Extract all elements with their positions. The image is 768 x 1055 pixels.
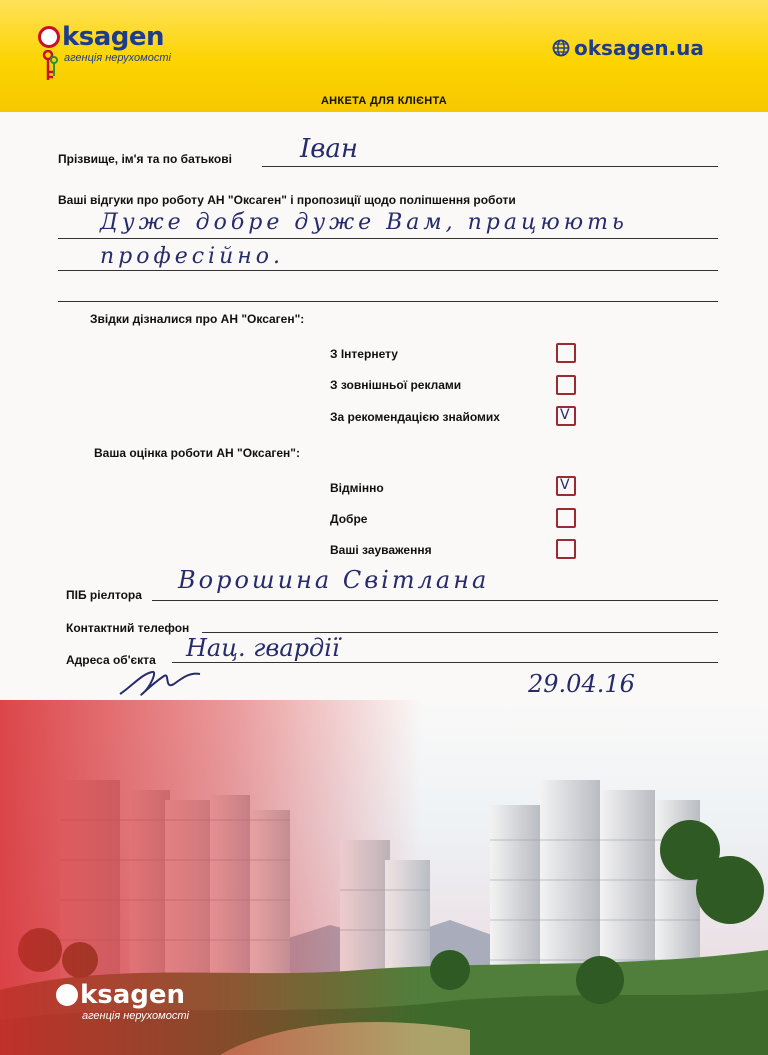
source-option-ads-label: З зовнішньої реклами: [330, 378, 462, 392]
address-line: [172, 662, 718, 663]
address-label: Адреса об'єкта: [66, 653, 156, 667]
footer-logo-subtitle: агенція нерухомості: [82, 1010, 189, 1022]
globe-icon: [552, 39, 570, 57]
address-value[interactable]: Нац. гвардії: [186, 634, 340, 662]
realtor-value[interactable]: Ворошина Світлана: [178, 566, 490, 594]
feedback-line-1: [58, 238, 718, 239]
date-value[interactable]: 29.04.16: [528, 670, 635, 698]
signature-scribble: [112, 664, 212, 704]
full-name-label: Прізвище, ім'я та по батькові: [58, 152, 232, 166]
key-icon: [42, 50, 58, 82]
phone-label: Контактний телефон: [66, 621, 190, 635]
source-label: Звідки дізналися про АН "Оксаген":: [90, 312, 305, 326]
rating-excellent-checkbox[interactable]: [556, 476, 576, 496]
source-option-internet-label: З Інтернету: [330, 347, 398, 361]
phone-line: [202, 632, 718, 633]
logo-title: ksagen: [62, 22, 165, 52]
logo-o-icon: [56, 984, 78, 1006]
rating-good-checkbox[interactable]: [556, 508, 576, 528]
source-ads-checkbox[interactable]: [556, 375, 576, 395]
source-referral-checkbox[interactable]: [556, 406, 576, 426]
source-internet-checkbox[interactable]: [556, 343, 576, 363]
website-link[interactable]: [552, 36, 704, 60]
realtor-label: ПІБ ріелтора: [66, 588, 142, 602]
feedback-line-3: [58, 301, 718, 302]
logo-subtitle: агенція нерухомості: [64, 52, 171, 64]
full-name-value[interactable]: Іван: [300, 134, 359, 164]
form-title: АНКЕТА ДЛЯ КЛІЄНТА: [320, 95, 448, 107]
rating-remarks-label: Ваші зауваження: [330, 543, 432, 557]
website-text: oksagen.ua: [574, 36, 704, 60]
feedback-text-2[interactable]: професійно.: [100, 244, 284, 269]
full-name-line: [262, 166, 718, 167]
rating-excellent-label: Відмінно: [330, 481, 384, 495]
logo-o-icon: [38, 26, 60, 48]
rating-remarks-checkbox[interactable]: [556, 539, 576, 559]
realtor-line: [152, 600, 718, 601]
footer-logo-title: ksagen: [80, 980, 186, 1010]
check-mark-icon: V: [560, 407, 570, 423]
feedback-line-2: [58, 270, 718, 271]
check-mark-icon: V: [560, 477, 570, 493]
rating-good-label: Добре: [330, 512, 368, 526]
source-option-referral-label: За рекомендацією знайомих: [330, 410, 500, 424]
header-banner: [0, 0, 768, 112]
feedback-label: Ваші відгуки про роботу АН "Оксаген" і пропозиції щодо поліпшення роботи: [58, 193, 516, 207]
feedback-text-1[interactable]: Дуже добре дуже Вам, працюють: [100, 210, 628, 235]
rating-label: Ваша оцінка роботи АН "Оксаген":: [94, 446, 300, 460]
